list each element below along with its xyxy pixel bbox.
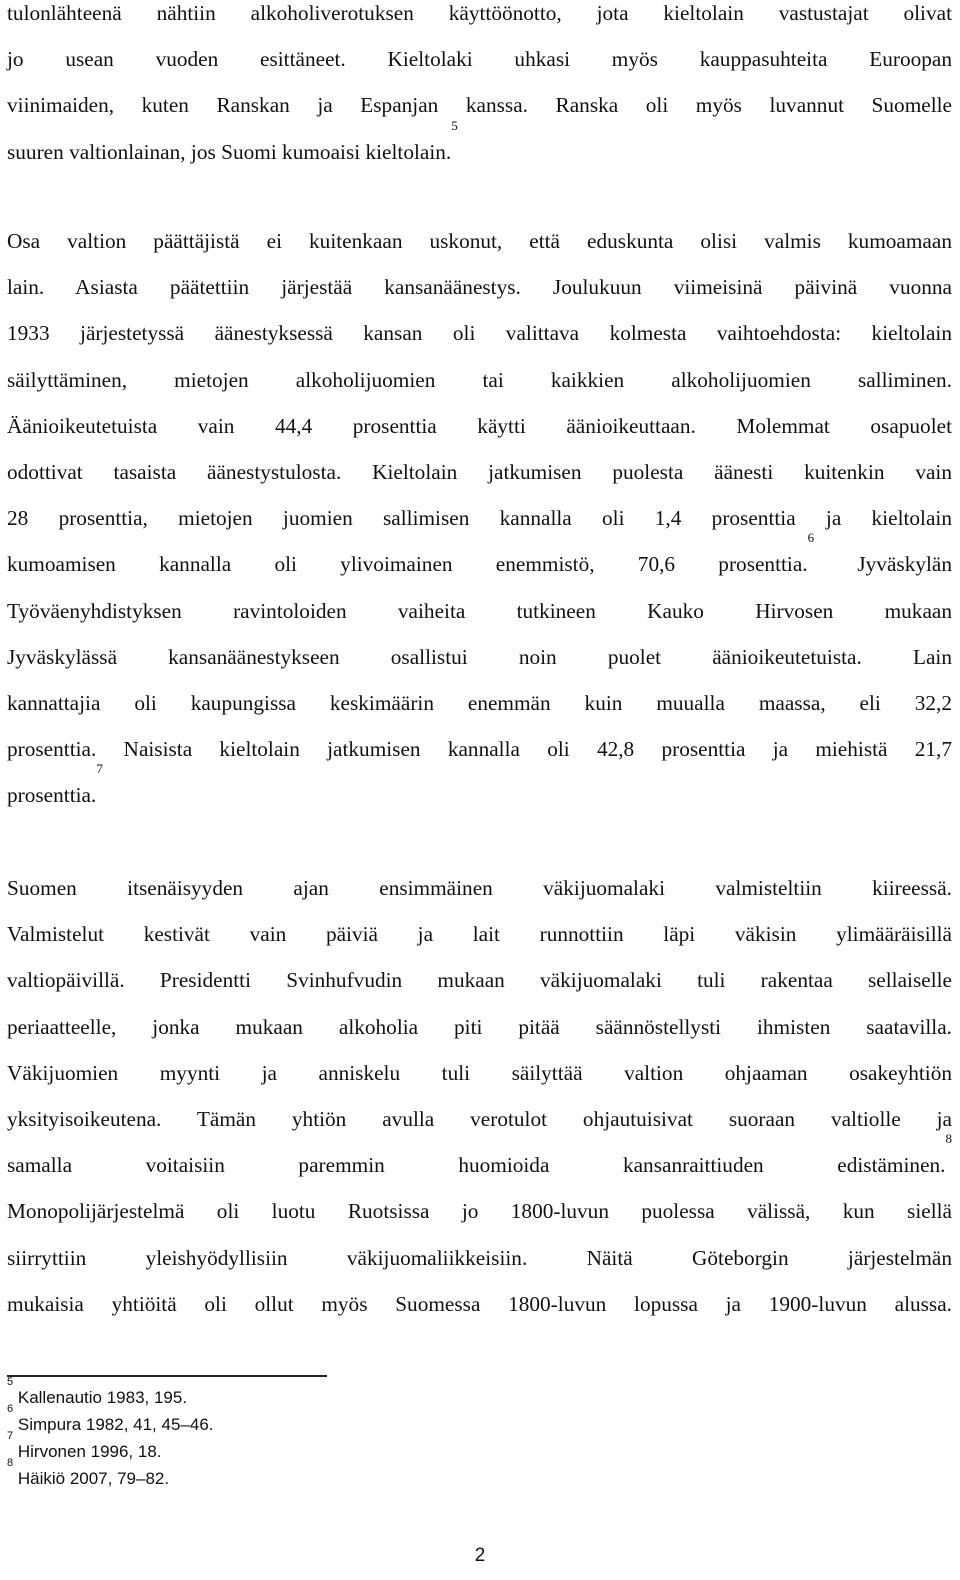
- text-line: [7, 761, 952, 818]
- text-line: siirryttiin yleishyödyllisiin väkijuomaliikkeisiin. Näitä Göteborgin järjestelmän: [7, 1245, 952, 1270]
- footnote-ref: 5: [451, 117, 458, 133]
- text-line-content: kumoamisen kannalla oli ylivoimainen enemmistö, 70,6 prosenttia.: [7, 552, 808, 577]
- footnote-ref: 7: [96, 761, 103, 777]
- text-line: [7, 117, 952, 175]
- page-number: 2: [474, 1545, 486, 1566]
- text-line: tulonlähteenä nähtiin alkoholiverotuksen käyttöönotto, jota kieltolain vastustajat olivat: [7, 1, 952, 25]
- text-line: Osa valtion päättäjistä ei kuitenkaan uskonut, että eduskunta olisi valmis kumoamaan: [7, 229, 952, 253]
- footnote: [7, 1403, 214, 1438]
- footnotes: [7, 1376, 214, 1492]
- footnote-text: Kallenautio 1983, 195.: [17, 1388, 188, 1407]
- text-line: prosenttia. Naisista kieltolain jatkumisen kannalla oli 42,8 prosenttia ja miehistä 21,7: [7, 737, 952, 762]
- text-line: 1933 järjestetyssä äänestyksessä kansan oli valittava kolmesta vaihtoehdosta: kieltolain: [7, 321, 952, 346]
- text-line: Äänioikeutetuista vain 44,4 prosenttia käytti äänioikeuttaan. Molemmat osapuolet: [7, 413, 952, 438]
- footnote: [7, 1376, 214, 1411]
- footnote-text: Häikiö 2007, 79–82.: [17, 1469, 170, 1488]
- text-line: Monopolijärjestelmä oli luotu Ruotsissa jo 1800-luvun puolessa välissä, kun siellä: [7, 1199, 952, 1224]
- paragraph-1: [7, 0, 952, 175]
- text-line: jo usean vuoden esittäneet. Kieltolaki uhkasi myös kauppasuhteita Euroopan: [7, 47, 952, 72]
- text-line: Valmistelut kestivät vain päiviä ja lait runnottiin läpi väkisin ylimääräisillä: [7, 922, 952, 947]
- text-line: lain. Asiasta päätettiin järjestää kansanäänestys. Joulukuun viimeisinä päivinä vuonna: [7, 275, 952, 300]
- footnote-separator: [7, 1375, 327, 1377]
- footnote-text: Simpura 1982, 41, 45–46.: [17, 1415, 214, 1434]
- text-line: valtiopäivillä. Presidentti Svinhufvudin mukaan väkijuomalaki tuli rakentaa sellaiselle: [7, 968, 952, 993]
- text-line: kannattajia oli kaupungissa keskimäärin enemmän kuin muualla maassa, eli 32,2: [7, 690, 952, 715]
- text-line: viinimaiden, kuten Ranskan ja Espanjan kanssa. Ranska oli myös luvannut Suomelle: [7, 93, 952, 118]
- text-line: yksityisoikeutena. Tämän yhtiön avulla verotulot ohjautuisivat suoraan valtiolle ja: [7, 1106, 952, 1131]
- footnote-number: 8: [7, 1457, 14, 1469]
- text-line: säilyttäminen, mietojen alkoholijuomien tai kaikkien alkoholijuomien salliminen.: [7, 367, 952, 392]
- text-line-content: suuren valtionlainan, jos Suomi kumoaisi kieltolain.: [7, 139, 452, 164]
- text-line-content: Jyväskylän: [857, 552, 953, 577]
- text-line: [7, 530, 953, 587]
- footnote-number: 7: [7, 1430, 14, 1442]
- text-line: Suomen itsenäisyyden ajan ensimmäinen väkijuomalaki valmisteltiin kiireessä.: [7, 876, 952, 900]
- text-line: 28 prosenttia, mietojen juomien sallimisen kannalla oli 1,4 prosenttia ja kieltolain: [7, 506, 952, 531]
- text-line: Jyväskylässä kansanäänestykseen osallistui noin puolet äänioikeutetuista. Lain: [7, 644, 952, 669]
- footnote: [7, 1430, 214, 1465]
- text-line: periaatteelle, jonka mukaan alkoholia piti pitää säännöstellysti ihmisten saatavilla.: [7, 1014, 952, 1039]
- text-line: odottivat tasaista äänestystulosta. Kieltolain jatkumisen puolesta äänesti kuitenkin vain: [7, 459, 952, 484]
- footnote-number: 6: [7, 1403, 14, 1415]
- text-line-content: prosenttia.: [7, 783, 97, 808]
- footnote-text: Hirvonen 1996, 18.: [17, 1442, 162, 1461]
- text-line: [7, 1131, 952, 1188]
- paragraph-2: [7, 218, 952, 818]
- text-line-content: samalla voitaisiin paremmin huomioida kansanraittiuden edistäminen.: [7, 1153, 946, 1178]
- text-line: Työväenyhdistyksen ravintoloiden vaiheita tutkineen Kauko Hirvosen mukaan: [7, 598, 952, 623]
- footnote-ref: 6: [807, 530, 815, 546]
- text-line: mukaisia yhtiöitä oli ollut myös Suomessa 1800-luvun lopussa ja 1900-luvun alussa.: [7, 1291, 952, 1316]
- paragraph-3: [7, 865, 952, 1327]
- footnote-number: 5: [7, 1376, 14, 1388]
- footnote-ref: 8: [945, 1131, 952, 1147]
- footnote: [7, 1457, 214, 1492]
- text-line: Väkijuomien myynti ja anniskelu tuli säilyttää valtion ohjaaman osakeyhtiön: [7, 1060, 952, 1085]
